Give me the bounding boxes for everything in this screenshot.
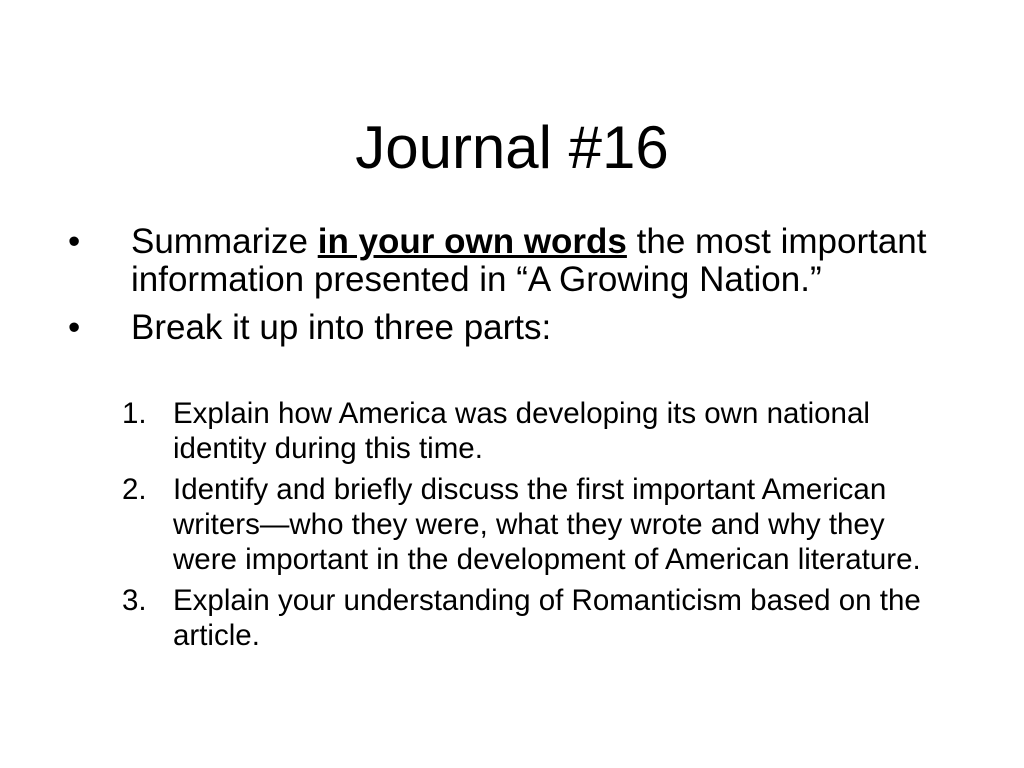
part-item-3 xyxy=(0,583,1024,653)
parts-list xyxy=(0,396,1024,659)
part-item-1 xyxy=(0,396,1024,466)
bullet-text-before: Summarize xyxy=(131,222,318,261)
part-text: Identify and briefly discuss the first important American writers—who they were, what they wrote and why they were important in the development of American literature. xyxy=(173,473,921,576)
slide-title: Journal #16 xyxy=(355,114,669,181)
bullet-marker: • xyxy=(68,308,81,347)
bullet-text: Break it up into three parts: xyxy=(131,308,552,347)
bullet-marker: • xyxy=(68,222,81,261)
bullet-text-after: the most important information presented in “A Growing Nation.” xyxy=(131,222,927,299)
bullet-item-summarize xyxy=(0,223,1024,299)
part-number: 1. xyxy=(122,397,147,430)
part-number: 3. xyxy=(122,584,147,617)
part-number: 2. xyxy=(122,473,147,506)
part-text: Explain your understanding of Romanticism based on the article. xyxy=(173,584,921,652)
bullet-item-break-up xyxy=(0,309,1024,347)
part-text: Explain how America was developing its own national identity during this time. xyxy=(173,397,870,465)
part-item-2 xyxy=(0,472,1024,577)
bullet-emphasis: in your own words xyxy=(317,222,627,261)
bullet-list xyxy=(0,223,1024,357)
